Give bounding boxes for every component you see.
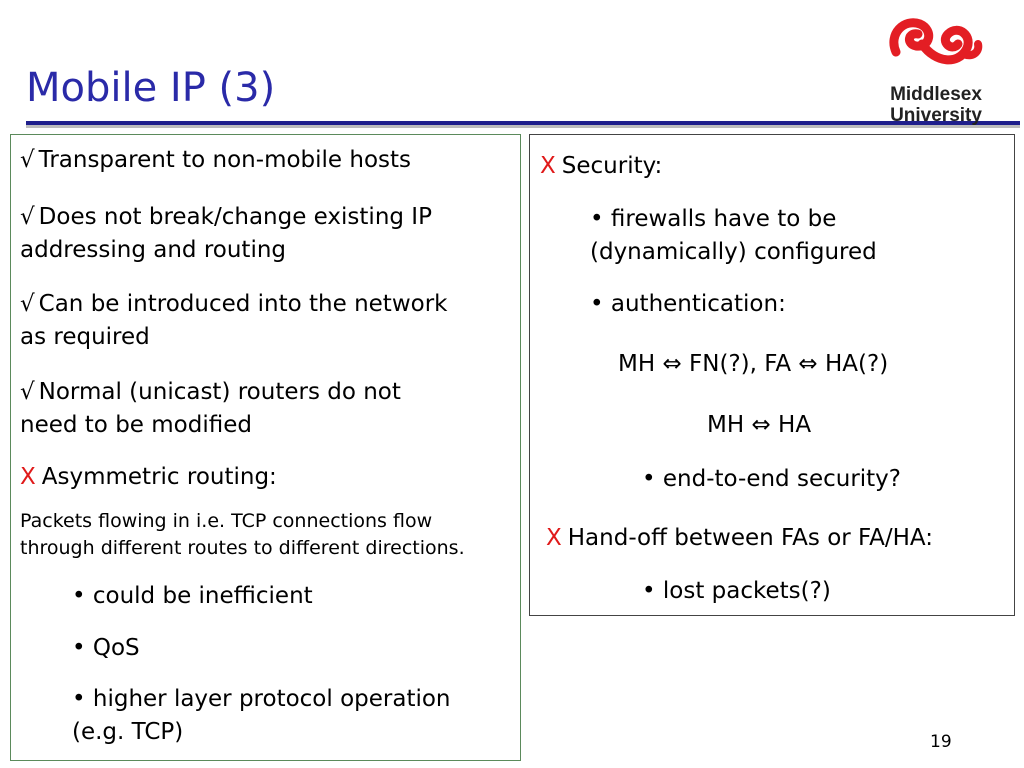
left-bullet-3-line-1: • higher layer protocol operation bbox=[72, 686, 451, 712]
title-underline-shadow bbox=[26, 125, 1020, 128]
left-item-2-text: Does not break/change existing IP bbox=[38, 204, 432, 230]
check-icon: √ bbox=[20, 291, 35, 317]
left-item-4-text-cont: need to be modified bbox=[20, 412, 252, 438]
security-heading bbox=[540, 150, 662, 183]
security-label: Security: bbox=[561, 153, 663, 179]
firewall-line-1: • firewalls have to be bbox=[590, 206, 837, 232]
relation-line-1: MH ⇔ FN(?), FA ⇔ HA(?) bbox=[618, 351, 889, 377]
left-item-5-text: Asymmetric routing: bbox=[41, 464, 277, 490]
university-logo bbox=[880, 14, 992, 126]
left-item-1 bbox=[20, 144, 411, 177]
left-item-4-text: Normal (unicast) routers do not bbox=[38, 379, 401, 405]
logo-text bbox=[880, 84, 992, 126]
check-icon: √ bbox=[20, 204, 35, 230]
check-icon: √ bbox=[20, 147, 35, 173]
left-item-2-text-cont: addressing and routing bbox=[20, 237, 287, 263]
left-item-5 bbox=[20, 461, 277, 494]
cross-icon: X bbox=[546, 525, 562, 551]
logo-line-1: Middlesex bbox=[890, 84, 982, 105]
relation-line-2: MH ⇔ HA bbox=[707, 412, 812, 438]
left-item-3-text: Can be introduced into the network bbox=[38, 291, 448, 317]
asymmetric-note bbox=[20, 508, 465, 562]
page-number: 19 bbox=[930, 732, 952, 752]
left-bullet-3 bbox=[72, 683, 451, 749]
handoff-label: Hand-off between FAs or FA/HA: bbox=[567, 525, 934, 551]
cross-icon: X bbox=[540, 153, 556, 179]
check-icon: √ bbox=[20, 379, 35, 405]
lost-packets-bullet: • lost packets(?) bbox=[642, 578, 831, 604]
left-item-3 bbox=[20, 288, 447, 354]
end-to-end-bullet: • end-to-end security? bbox=[642, 466, 901, 492]
cross-icon: X bbox=[20, 464, 36, 490]
left-item-2 bbox=[20, 201, 432, 267]
handoff-heading bbox=[546, 522, 933, 555]
firewall-line-2: (dynamically) configured bbox=[590, 239, 877, 265]
note-line-2: through different routes to different directions. bbox=[20, 537, 465, 559]
left-bullet-2: • QoS bbox=[72, 635, 140, 661]
left-item-4 bbox=[20, 376, 401, 442]
logo-line-2: University bbox=[890, 105, 982, 126]
left-item-1-text: Transparent to non-mobile hosts bbox=[38, 147, 412, 173]
left-bullet-1: • could be inefficient bbox=[72, 583, 313, 609]
logo-swirl-icon bbox=[886, 14, 986, 76]
left-bullet-3-line-2: (e.g. TCP) bbox=[72, 719, 184, 745]
firewall-bullet bbox=[590, 203, 877, 269]
authentication-bullet: • authentication: bbox=[590, 291, 786, 317]
left-item-3-text-cont: as required bbox=[20, 324, 150, 350]
slide-title: Mobile IP (3) bbox=[26, 65, 276, 111]
note-line-1: Packets flowing in i.e. TCP connections flow bbox=[20, 510, 433, 532]
